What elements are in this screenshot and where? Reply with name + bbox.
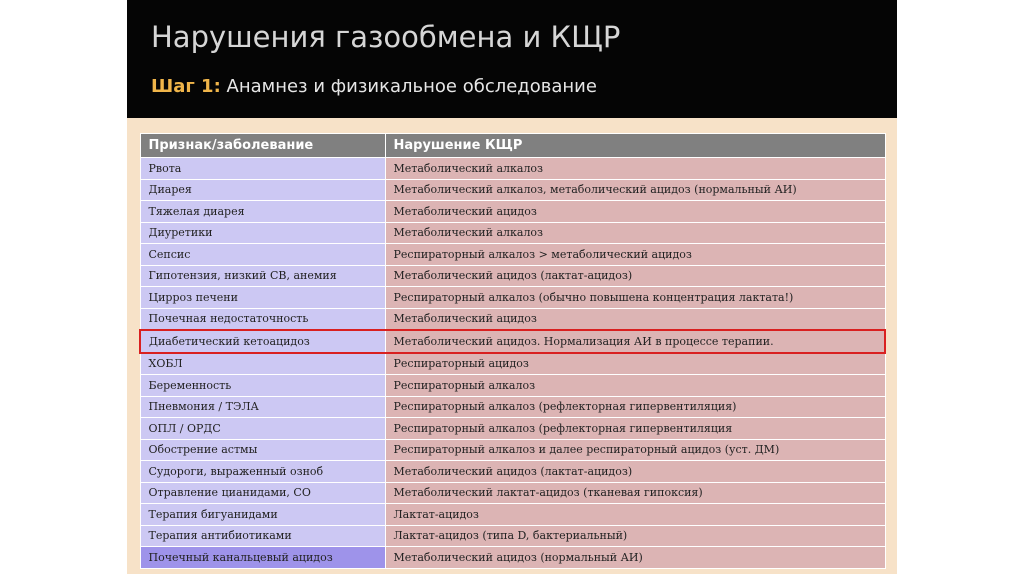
cell-disorder: Метаболический ацидоз. Нормализация АИ в процессе терапии. [385, 330, 885, 353]
table-row [140, 353, 885, 375]
cell-sign: Почечный канальцевый ацидоз [140, 547, 385, 569]
table-row [140, 222, 885, 244]
cell-sign: Диуретики [140, 222, 385, 244]
cell-sign: Терапия бигуанидами [140, 504, 385, 526]
cell-sign: Диабетический кетоацидоз [140, 330, 385, 353]
cell-sign: Рвота [140, 158, 385, 180]
cell-sign: ХОБЛ [140, 353, 385, 375]
cell-disorder: Метаболический ацидоз [385, 308, 885, 330]
step-text: Анамнез и физикальное обследование [220, 76, 597, 97]
cell-disorder: Респираторный алкалоз [385, 375, 885, 397]
cell-sign: Обострение астмы [140, 439, 385, 461]
cell-disorder: Метаболический ацидоз [385, 201, 885, 223]
table-row [140, 330, 885, 353]
table-row [140, 158, 885, 180]
cell-disorder: Метаболический лактат-ацидоз (тканевая гипоксия) [385, 482, 885, 504]
table-row [140, 547, 885, 569]
column-header-sign: Признак/заболевание [140, 134, 385, 158]
cell-disorder: Респираторный алкалоз (рефлекторная гипервентиляция [385, 418, 885, 440]
cell-sign: Судороги, выраженный озноб [140, 461, 385, 483]
cell-disorder: Метаболический ацидоз (лактат-ацидоз) [385, 461, 885, 483]
cell-disorder: Респираторный алкалоз > метаболический ацидоз [385, 244, 885, 266]
slide-subtitle [151, 76, 597, 97]
cell-sign: Сепсис [140, 244, 385, 266]
table-row [140, 439, 885, 461]
cell-sign: Гипотензия, низкий СВ, анемия [140, 265, 385, 287]
cell-sign: Тяжелая диарея [140, 201, 385, 223]
table-row [140, 287, 885, 309]
cell-disorder: Метаболический ацидоз (нормальный АИ) [385, 547, 885, 569]
cell-disorder: Лактат-ацидоз (типа D, бактериальный) [385, 525, 885, 547]
acid-base-table [139, 133, 886, 569]
slide-header [127, 0, 897, 118]
table-row [140, 201, 885, 223]
cell-disorder: Метаболический алкалоз, метаболический ацидоз (нормальный АИ) [385, 179, 885, 201]
cell-disorder: Метаболический алкалоз [385, 222, 885, 244]
table-body [140, 158, 885, 569]
slide [127, 0, 897, 574]
cell-disorder: Респираторный алкалоз (рефлекторная гипервентиляция) [385, 396, 885, 418]
cell-sign: Почечная недостаточность [140, 308, 385, 330]
table-row [140, 418, 885, 440]
table-row [140, 525, 885, 547]
cell-disorder: Метаболический алкалоз [385, 158, 885, 180]
table-row [140, 179, 885, 201]
cell-sign: Терапия антибиотиками [140, 525, 385, 547]
cell-disorder: Респираторный алкалоз и далее респираторный ацидоз (уст. ДМ) [385, 439, 885, 461]
table-row [140, 504, 885, 526]
table-row [140, 308, 885, 330]
table-row [140, 244, 885, 266]
table-row [140, 396, 885, 418]
table-header-row [140, 134, 885, 158]
cell-disorder: Лактат-ацидоз [385, 504, 885, 526]
cell-sign: Пневмония / ТЭЛА [140, 396, 385, 418]
cell-sign: Диарея [140, 179, 385, 201]
cell-sign: Отравление цианидами, СО [140, 482, 385, 504]
cell-disorder: Респираторный алкалоз (обычно повышена концентрация лактата!) [385, 287, 885, 309]
cell-sign: Цирроз печени [140, 287, 385, 309]
table-row [140, 461, 885, 483]
column-header-disorder: Нарушение КЩР [385, 134, 885, 158]
cell-disorder: Респираторный ацидоз [385, 353, 885, 375]
step-label: Шаг 1: [151, 76, 221, 97]
cell-sign: ОПЛ / ОРДС [140, 418, 385, 440]
table-row [140, 265, 885, 287]
cell-disorder: Метаболический ацидоз (лактат-ацидоз) [385, 265, 885, 287]
slide-title: Нарушения газообмена и КЩР [151, 20, 621, 54]
cell-sign: Беременность [140, 375, 385, 397]
table-row [140, 375, 885, 397]
table-row [140, 482, 885, 504]
